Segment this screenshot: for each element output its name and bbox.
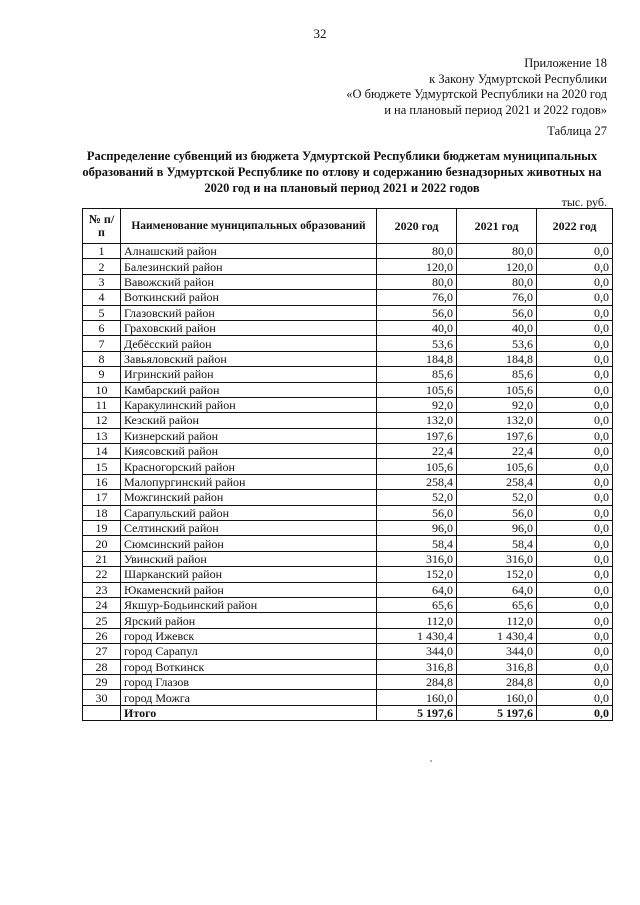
value-2021: 64,0 xyxy=(457,582,537,597)
total-2021: 5 197,6 xyxy=(457,705,537,720)
value-2022: 0,0 xyxy=(537,582,613,597)
law-line: к Закону Удмуртской Республики xyxy=(429,71,607,86)
table-row xyxy=(83,582,613,597)
value-2022: 0,0 xyxy=(537,674,613,689)
value-2020: 58,4 xyxy=(377,536,457,551)
municipality-name: Киясовский район xyxy=(121,444,377,459)
table-row xyxy=(83,397,613,412)
value-2021: 1 430,4 xyxy=(457,628,537,643)
table-row xyxy=(83,336,613,351)
value-2020: 284,8 xyxy=(377,674,457,689)
value-2021: 80,0 xyxy=(457,244,537,259)
value-2021: 112,0 xyxy=(457,613,537,628)
value-2021: 105,6 xyxy=(457,459,537,474)
row-number: 29 xyxy=(83,674,121,689)
municipality-name: Алнашский район xyxy=(121,244,377,259)
municipality-name: Завьяловский район xyxy=(121,351,377,366)
subsidy-table xyxy=(82,208,613,721)
row-number: 11 xyxy=(83,397,121,412)
municipality-name: Кезский район xyxy=(121,413,377,428)
value-2022: 0,0 xyxy=(537,336,613,351)
row-number: 18 xyxy=(83,505,121,520)
table-row xyxy=(83,259,613,274)
value-2021: 56,0 xyxy=(457,505,537,520)
table-row xyxy=(83,428,613,443)
municipality-name: Граховский район xyxy=(121,320,377,335)
value-2020: 22,4 xyxy=(377,444,457,459)
value-2020: 56,0 xyxy=(377,505,457,520)
header-2022: 2022 год xyxy=(537,209,613,244)
value-2021: 258,4 xyxy=(457,474,537,489)
header-name: Наименование муниципальных образований xyxy=(121,209,377,244)
row-number: 16 xyxy=(83,474,121,489)
value-2022: 0,0 xyxy=(537,382,613,397)
value-2020: 132,0 xyxy=(377,413,457,428)
value-2020: 344,0 xyxy=(377,644,457,659)
table-row xyxy=(83,244,613,259)
value-2022: 0,0 xyxy=(537,628,613,643)
value-2022: 0,0 xyxy=(537,551,613,566)
municipality-name: город Глазов xyxy=(121,674,377,689)
table-row xyxy=(83,274,613,289)
value-2022: 0,0 xyxy=(537,474,613,489)
table-row xyxy=(83,551,613,566)
table-row xyxy=(83,536,613,551)
value-2022: 0,0 xyxy=(537,690,613,705)
value-2021: 58,4 xyxy=(457,536,537,551)
row-number: 24 xyxy=(83,597,121,612)
value-2021: 76,0 xyxy=(457,290,537,305)
value-2022: 0,0 xyxy=(537,274,613,289)
row-number: 25 xyxy=(83,613,121,628)
municipality-name: Ярский район xyxy=(121,613,377,628)
value-2020: 80,0 xyxy=(377,244,457,259)
value-2021: 152,0 xyxy=(457,567,537,582)
law-reference-block xyxy=(346,56,607,118)
value-2020: 184,8 xyxy=(377,351,457,366)
value-2020: 1 430,4 xyxy=(377,628,457,643)
total-2020: 5 197,6 xyxy=(377,705,457,720)
municipality-name: Балезинский район xyxy=(121,259,377,274)
value-2022: 0,0 xyxy=(537,613,613,628)
value-2020: 53,6 xyxy=(377,336,457,351)
municipality-name: Шарканский район xyxy=(121,567,377,582)
table-row xyxy=(83,474,613,489)
value-2022: 0,0 xyxy=(537,428,613,443)
value-2020: 112,0 xyxy=(377,613,457,628)
municipality-name: город Ижевск xyxy=(121,628,377,643)
table-row xyxy=(83,597,613,612)
value-2021: 96,0 xyxy=(457,521,537,536)
value-2020: 316,8 xyxy=(377,659,457,674)
table-row xyxy=(83,505,613,520)
municipality-name: Вавожский район xyxy=(121,274,377,289)
municipality-name: Увинский район xyxy=(121,551,377,566)
total-2022: 0,0 xyxy=(537,705,613,720)
municipality-name: Юкаменский район xyxy=(121,582,377,597)
value-2020: 80,0 xyxy=(377,274,457,289)
appendix-line: Приложение 18 xyxy=(524,56,607,70)
value-2020: 85,6 xyxy=(377,367,457,382)
value-2021: 160,0 xyxy=(457,690,537,705)
header-2020: 2020 год xyxy=(377,209,457,244)
row-number: 23 xyxy=(83,582,121,597)
table-row xyxy=(83,674,613,689)
row-number: 5 xyxy=(83,305,121,320)
value-2020: 197,6 xyxy=(377,428,457,443)
row-number: 22 xyxy=(83,567,121,582)
table-row xyxy=(83,459,613,474)
value-2020: 92,0 xyxy=(377,397,457,412)
municipality-name: Глазовский район xyxy=(121,305,377,320)
row-number: 12 xyxy=(83,413,121,428)
table-row xyxy=(83,613,613,628)
total-number-cell xyxy=(83,705,121,720)
value-2021: 85,6 xyxy=(457,367,537,382)
municipality-name: город Сарапул xyxy=(121,644,377,659)
value-2022: 0,0 xyxy=(537,351,613,366)
table-header-row xyxy=(83,209,613,244)
value-2022: 0,0 xyxy=(537,505,613,520)
value-2021: 52,0 xyxy=(457,490,537,505)
municipality-name: город Можга xyxy=(121,690,377,705)
municipality-name: Селтинский район xyxy=(121,521,377,536)
value-2022: 0,0 xyxy=(537,305,613,320)
row-number: 9 xyxy=(83,367,121,382)
row-number: 20 xyxy=(83,536,121,551)
value-2020: 316,0 xyxy=(377,551,457,566)
value-2021: 22,4 xyxy=(457,444,537,459)
table-row xyxy=(83,521,613,536)
value-2020: 105,6 xyxy=(377,459,457,474)
row-number: 14 xyxy=(83,444,121,459)
value-2021: 284,8 xyxy=(457,674,537,689)
row-number: 2 xyxy=(83,259,121,274)
table-row xyxy=(83,490,613,505)
value-2020: 56,0 xyxy=(377,305,457,320)
row-number: 1 xyxy=(83,244,121,259)
value-2022: 0,0 xyxy=(537,567,613,582)
row-number: 15 xyxy=(83,459,121,474)
table-row xyxy=(83,413,613,428)
table-row xyxy=(83,628,613,643)
value-2021: 316,8 xyxy=(457,659,537,674)
municipality-name: Красногорский район xyxy=(121,459,377,474)
table-row xyxy=(83,290,613,305)
value-2021: 344,0 xyxy=(457,644,537,659)
value-2020: 40,0 xyxy=(377,320,457,335)
row-number: 26 xyxy=(83,628,121,643)
value-2020: 76,0 xyxy=(377,290,457,305)
law-title-line: «О бюджете Удмуртской Республики на 2020 год xyxy=(346,87,607,101)
row-number: 3 xyxy=(83,274,121,289)
value-2021: 40,0 xyxy=(457,320,537,335)
table-row xyxy=(83,367,613,382)
table-row xyxy=(83,659,613,674)
table-row xyxy=(83,305,613,320)
header-2021: 2021 год xyxy=(457,209,537,244)
row-number: 7 xyxy=(83,336,121,351)
row-number: 27 xyxy=(83,644,121,659)
row-number: 21 xyxy=(83,551,121,566)
table-row xyxy=(83,382,613,397)
value-2021: 92,0 xyxy=(457,397,537,412)
municipality-name: Каракулинский район xyxy=(121,397,377,412)
total-label: Итого xyxy=(121,705,377,720)
value-2020: 52,0 xyxy=(377,490,457,505)
value-2020: 258,4 xyxy=(377,474,457,489)
value-2021: 120,0 xyxy=(457,259,537,274)
value-2021: 65,6 xyxy=(457,597,537,612)
table-row xyxy=(83,351,613,366)
value-2020: 64,0 xyxy=(377,582,457,597)
table-label: Таблица 27 xyxy=(547,124,607,138)
municipality-name: Можгинский район xyxy=(121,490,377,505)
municipality-name: Малопургинский район xyxy=(121,474,377,489)
value-2021: 184,8 xyxy=(457,351,537,366)
value-2022: 0,0 xyxy=(537,290,613,305)
value-2021: 132,0 xyxy=(457,413,537,428)
value-2021: 316,0 xyxy=(457,551,537,566)
scan-dot xyxy=(430,760,432,762)
value-2020: 152,0 xyxy=(377,567,457,582)
value-2020: 120,0 xyxy=(377,259,457,274)
value-2022: 0,0 xyxy=(537,644,613,659)
municipality-name: город Воткинск xyxy=(121,659,377,674)
table-row xyxy=(83,320,613,335)
municipality-name: Игринский район xyxy=(121,367,377,382)
municipality-name: Камбарский район xyxy=(121,382,377,397)
value-2021: 105,6 xyxy=(457,382,537,397)
value-2021: 80,0 xyxy=(457,274,537,289)
value-2020: 105,6 xyxy=(377,382,457,397)
row-number: 19 xyxy=(83,521,121,536)
value-2021: 53,6 xyxy=(457,336,537,351)
municipality-name: Дебёсский район xyxy=(121,336,377,351)
municipality-name: Сюмсинский район xyxy=(121,536,377,551)
value-2022: 0,0 xyxy=(537,459,613,474)
value-2022: 0,0 xyxy=(537,397,613,412)
row-number: 17 xyxy=(83,490,121,505)
table-row xyxy=(83,690,613,705)
row-number: 28 xyxy=(83,659,121,674)
value-2022: 0,0 xyxy=(537,244,613,259)
row-number: 13 xyxy=(83,428,121,443)
value-2022: 0,0 xyxy=(537,536,613,551)
page-number: 32 xyxy=(313,26,327,41)
value-2020: 160,0 xyxy=(377,690,457,705)
municipality-name: Кизнерский район xyxy=(121,428,377,443)
value-2022: 0,0 xyxy=(537,320,613,335)
row-number: 10 xyxy=(83,382,121,397)
value-2022: 0,0 xyxy=(537,444,613,459)
total-row xyxy=(83,705,613,720)
value-2022: 0,0 xyxy=(537,367,613,382)
municipality-name: Сарапульский район xyxy=(121,505,377,520)
law-period-line: и на плановый период 2021 и 2022 годов» xyxy=(384,102,607,117)
value-2022: 0,0 xyxy=(537,521,613,536)
value-2022: 0,0 xyxy=(537,659,613,674)
table-row xyxy=(83,644,613,659)
row-number: 6 xyxy=(83,320,121,335)
document-title: Распределение субвенций из бюджета Удмуртской Республики бюджетам муниципальных образований в Удмуртской Республике по отлову и содержанию безнадзорных животных на 2020 год и на плановый период 2021 и 2022 годов xyxy=(82,149,602,195)
value-2020: 65,6 xyxy=(377,597,457,612)
table-body xyxy=(83,244,613,706)
row-number: 8 xyxy=(83,351,121,366)
header-number: № п/п xyxy=(83,209,121,244)
value-2022: 0,0 xyxy=(537,597,613,612)
municipality-name: Воткинский район xyxy=(121,290,377,305)
value-2022: 0,0 xyxy=(537,490,613,505)
table-row xyxy=(83,444,613,459)
units-label: тыс. руб. xyxy=(561,195,607,209)
value-2022: 0,0 xyxy=(537,259,613,274)
value-2021: 197,6 xyxy=(457,428,537,443)
value-2021: 56,0 xyxy=(457,305,537,320)
value-2022: 0,0 xyxy=(537,413,613,428)
value-2020: 96,0 xyxy=(377,521,457,536)
row-number: 4 xyxy=(83,290,121,305)
municipality-name: Якшур-Бодьинский район xyxy=(121,597,377,612)
table-row xyxy=(83,567,613,582)
row-number: 30 xyxy=(83,690,121,705)
